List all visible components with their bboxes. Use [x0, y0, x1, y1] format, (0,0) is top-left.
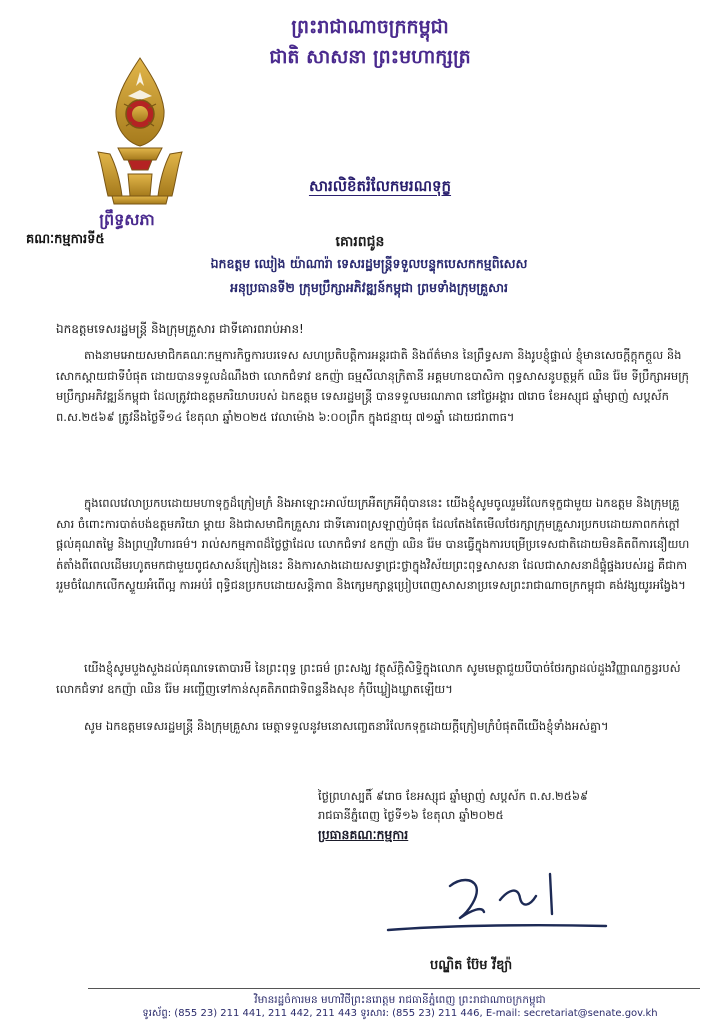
salutation: ឯកឧត្តមទេសរដ្ឋមន្ត្រី និងក្រុមគ្រួសារ ជាទីគោរពរាប់អាន!	[56, 322, 304, 336]
lunar-date: ថ្ងៃព្រហស្បតិ៍ ៩រោច ខែអស្សុជ ឆ្នាំម្សាញ់ សប្តស័ក ព.ស.២៥៦៩	[318, 789, 589, 803]
footer-contact: ទូរស័ព្ទ: (855 23) 211 441, 211 442, 211 443 ទូរសារ: (855 23) 211 446, E-mail: secretariat@senate.gov.kh	[142, 1008, 658, 1019]
recipient-line-2: អនុប្រធានទី២ ក្រុមប្រឹក្សាអភិវឌ្ឍន៍កម្ពុជា ព្រមទាំងក្រុមគ្រួសារ	[230, 280, 508, 295]
kingdom-heading: ព្រះរាជាណាចក្រកម្ពុជា	[291, 16, 449, 38]
commission-name: គណៈកម្មការទី៥	[26, 232, 105, 247]
signatory-title: ប្រធានគណៈកម្មការ	[318, 827, 409, 842]
letter-title: សារលិខិតរំលែកមរណទុក្ខ	[308, 177, 452, 195]
body-paragraph-3: យើងខ្ញុំសូមបួងសួងដល់គុណទេតោបារមី នៃព្រះពុទ្ធ ព្រះធម៌ ព្រះសង្ឃ វត្ថុស័ក្តិសិទ្ធិក្នុងលោក សូមមេត្តាជួយបីបាច់ថែរក្សាដល់ដួងវិញ្ញាណក្ខន្ធរបស់ លោកជំទាវ ឧកញ៉ា ឈិន រ៉ែម អញ្ជើញទៅកាន់សុគតិភពជាទិពន្ទនឹងសុខ កុំបីឃ្លៀងឃ្លាតឡើយ។	[56, 661, 681, 696]
body-paragraph-1: តាងនាមអោយសមាជិកគណៈកម្មការកិច្ចការបរទេស សហប្រតិបត្តិការអន្តរជាតិ និងព័ត៌មាន នៃព្រឹទ្ធសភា និងរូបខ្ញុំផ្ទាល់ ខ្ញុំមានសេចក្តីក្តុកក្តួល និងសោកស្តាយជាទីបំផុត ដោយបានទទួលដំណឹងថា លោកជំទាវ ឧកញ៉ា ធម្មសីលានុក្រិតានី អគ្គមហាឧបាសិកា ពុទ្ធសាសនូបត្ថម្ភក៍ ឈិន រ៉ែម ទីប្រឹក្សាអមក្រុមប្រឹក្សាអភិវឌ្ឍន៍កម្ពុជា ដែលត្រូវជាឧត្តមភរិយាបរបស់ ឯកឧត្តម ទេសរដ្ឋមន្ត្រី បានទទួលមរណភាព នៅថ្ងៃអង្គារ ៧រោច ខែអស្សុជ ឆ្នាំម្សាញ់ សប្តស័ក ព.ស.២៥៦៩ ត្រូវនឹងថ្ងៃទី១៤ ខែតុលា ឆ្នាំ២០២៥ វេលាម៉ោង ៦:០០ព្រឹក ក្នុងជន្មាយុ ៧១ឆ្នាំ ដោយជរាពាធ។	[56, 348, 689, 424]
national-motto: ជាតិ សាសនា ព្រះមហាក្សត្រ	[269, 46, 471, 68]
recipient-line-1: ឯកឧត្តម ឈៀង យ៉ាណារ៉ា ទេសរដ្ឋមន្ត្រីទទួលបន្ទុកបេសកកម្មពិសេស	[210, 256, 528, 271]
body-paragraph-2: ក្នុងពេលវេលាប្រកបដោយមហាទុក្ខដ៏ក្រៀមក្រំ និងអាឡោះអាល័យក្រអឺតក្រអីពុំបាននេះ យើងខ្ញុំសូមចូលរួមរំលែកទុក្ខជាមួយ ឯកឧត្តម និងក្រុមគ្រួសារ ចំពោះការបាត់បង់ឧត្តមភរិយា ម្តាយ និងជាសមាជិកគ្រួសារ ជាទីគោរពស្រឡាញ់បំផុត ដែលតែងតែមើលថែរក្សាក្រុមគ្រួសារប្រកបដោយភាពកក់ក្តៅ ផ្តល់គុណតម្លៃ និងព្រហ្មវិហារធម៌។ រាល់សកម្មភាពដ៏ថ្លៃថ្លាដែល លោកជំទាវ ឧកញ៉ា ឈិន រ៉ែម បានធ្វើក្នុងការបម្រើប្រទេសជាតិដោយមិនគិតពីការនឿយហត់តាំងពីពេលដើមរហូតមកជាមួយពូជសាសន៍ក្រៀងនេះ និងការសាងដោយសទ្ធាជ្រះថ្លាក្នុងវិស័យព្រះពុទ្ធសាសនា ដែលជាសាសនាដ៏ផ្ទុំផ្ទងរបស់រដ្ឋ គឺជាការរួមចំណែកលើកស្ទួយអំពើល្អ ការអប់រំ ពុទ្ធិជនប្រកបដោយសន្តិភាព និងក្សេមក្សាន្តប្រៀបពេញសាសនាប្រទេសព្រះរាជាណាចក្រកម្ពុជា គង់វង្សយូរអង្វែង។	[56, 496, 690, 592]
respect-line: គោរពជូន	[335, 234, 385, 250]
footer-address: វិមានរដ្ឋចំការមន មហាវិថីព្រះនរោត្តម រាជធានីភ្នំពេញ ព្រះរាជាណាចក្រកម្ពុជា	[254, 994, 546, 1006]
institution-name: ព្រឹទ្ធសភា	[99, 210, 155, 229]
signatory-name: បណ្ឌិត ប៊ែម វីឌ្យ៉ា	[430, 958, 513, 973]
handwritten-signature	[380, 856, 610, 938]
footer-divider	[88, 988, 700, 989]
senate-emblem	[88, 56, 192, 206]
body-paragraph-4: សូម ឯកឧត្តមទេសរដ្ឋមន្ត្រី និងក្រុមគ្រួសារ មេត្តាទទួលនូវមនោសញ្ចេតនារំលែកទុក្ខដោយក្តីក្រៀមក្រំបំផុតពីយើងខ្ញុំទាំងអស់គ្នា។	[84, 719, 609, 733]
place-and-date: រាជធានីភ្នំពេញ ថ្ងៃទី១៦ ខែតុលា ឆ្នាំ២០២៥	[318, 808, 504, 822]
